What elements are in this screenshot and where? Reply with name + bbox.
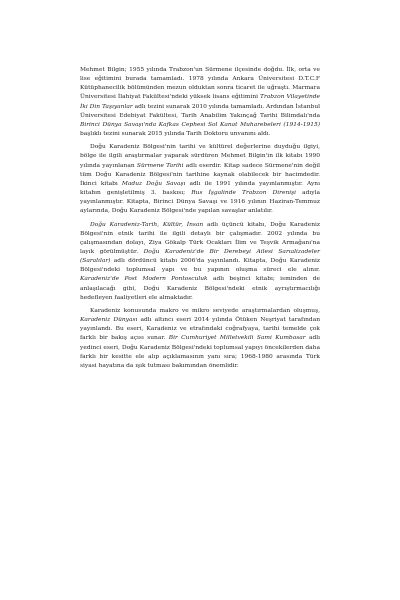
book-title-text: Trabzon Vilayetinde İki Din Taşıyanlar: [80, 94, 321, 110]
book-title-text: Karadeniz'de Post Modern Pontosculuk: [80, 276, 208, 283]
book-title-text: Doğu Karadeniz-Tarih, Kültür, İnsan: [90, 221, 204, 228]
paragraph-text: adlı eserdir. Kitap sadece Sürmene'nin değil tüm Doğu Karadeniz Bölgesi'nin tarihine kaynak olabilecek bir hacimdedir. İkinci kitabı: [80, 162, 320, 187]
paragraph-text: adıyla yayınlanmıştır. Kitapta, Birinci Dünya Savaşı ve 1916 yılının Haziran-Temmuz aylarında, Doğu Karadeniz Bölgesi'nde yapılan savaşlar anlatılır.: [80, 190, 320, 215]
body-paragraph: [80, 307, 320, 371]
paragraph-text: adlı yedinci eseri, Doğu Karadeniz Bölgesi'ndeki toplumsal yapıyı öncekilerden daha farklı bir kesitte ele alıp açıklamasının yanı sıra; 1968-1980 arasında Türk siyasi hayatına da ışık tutması bakımından önemlidir.: [80, 335, 320, 369]
book-title-text: Karadeniz Dünyası: [80, 317, 138, 324]
paragraph-text: Mehmet Bilgin; 1955 yılında Trabzon'un Sürmene ilçesinde doğdu. İlk, orta ve lise eğitimini burada tamamladı. 1978 yılında Ankara Üniversitesi D.T.C.F Kütüphanecilik bölümünden mezun olduktan sonra ticaret ile uğraştı. Marmara Üniversitesi İlahiyat Fakültesi'ndeki yüksek lisans eğitimini: [80, 67, 320, 101]
book-title-text: Bir Cumhuriyet Milletvekili Sami Kumbasar: [168, 335, 306, 342]
paragraph-text: adlı tezini sunarak 2010 yılında tamamladı. Ardından İstanbul Üniversitesi Edebiyat Fakültesi, Tarih Anabilim Yakınçağ Tarihi Bilimdalı'nda: [80, 103, 320, 119]
paragraph-text: adlı ile 1991 yılında yayınlanmıştır. Aynı kitabın genişletilmiş 3. baskısı;: [80, 180, 320, 197]
book-title-text: Birinci Dünya Savaşı'nda Kafkas Cephesi Sol Kanat Muharebeleri (1914-1915): [80, 121, 320, 128]
paragraph-text: başlıklı tezini sunarak 2015 yılında Tarih Doktoru unvanını aldı.: [80, 131, 271, 138]
body-paragraph: [80, 143, 320, 216]
book-title-text: Doğu Karadeniz'de Bir Derebeyi Ailesi Sarıalizadeler (Saralılar): [80, 248, 320, 265]
paragraph-text: adlı beşinci kitabı; isminden de anlaşılacağı gibi, Doğu Karadeniz Bölgesi'ndeki etnik ayrıştırmacılığı hedefleyen faaliyetleri ele almaktadır.: [80, 276, 320, 301]
paragraph-text: Karadeniz konusunda makro ve mikro seviyede araştırmalardan oluşmuş,: [90, 307, 320, 314]
paragraph-text: adlı altıncı eseri 2014 yılında Ötüken Neşriyat tarafından yayınlandı. Bu eseri, Karadeniz ve etrafındaki coğrafyaya, tarihi temelde çok farklı bir bakış açısı sunar.: [80, 317, 320, 342]
book-title-text: Maduz Doğu Savaşı: [121, 180, 186, 187]
paragraph-text: adlı üçüncü kitabı, Doğu Karadeniz Bölgesi'nin etnik tarihi ile ilgili detaylı bir çalışmadır. 2002 yılında bu çalışmasından dolayı, Ziya Gökalp Türk Ocakları İlim ve Teşvik Armağanı'na layık görülmüştür.: [80, 221, 320, 255]
book-title-text: Rus İşgalinde Trabzon Direnişi: [191, 190, 297, 197]
body-paragraph: [80, 221, 320, 303]
book-title-text: Sürmene Tarihi: [136, 162, 184, 169]
paragraph-text: adlı dördüncü kitabı 2006'da yayınlandı. Kitapta, Doğu Karadeniz Bölgesi'ndeki toplumsal yapı ve bu yapının oluşma süreci ele alınır.: [80, 258, 320, 274]
body-paragraph: [80, 66, 320, 139]
paragraph-text: Doğu Karadeniz Bölgesi'nin tarihi ve kültürel değerlerine duyduğu ilgiyi, bölge ile ilgili araştırmalar yaparak sürdüren Mehmet Bilgin'in ilk kitabı 1990 yılında yayınlanan: [80, 144, 320, 169]
author-biography: [80, 66, 320, 375]
